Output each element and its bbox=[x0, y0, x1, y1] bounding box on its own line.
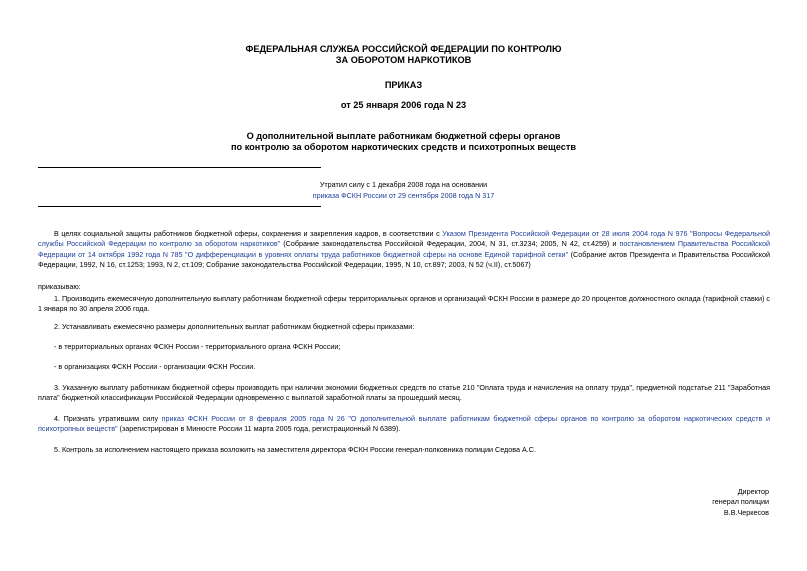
signature-block bbox=[712, 487, 769, 518]
item-4-text-2: (зарегистрирован в Минюсте России 11 марта 2005 года, регистрационный N 6389). bbox=[117, 424, 401, 434]
agency-name bbox=[0, 44, 807, 66]
divider-bottom bbox=[38, 206, 321, 207]
agency-line-1: ФЕДЕРАЛЬНАЯ СЛУЖБА РОССИЙСКОЙ ФЕДЕРАЦИИ ПО КОНТРОЛЮ bbox=[245, 44, 562, 54]
presidential-decree-link[interactable]: Указом Президента Российской Федерации от 28 июля 2004 года N 976 "Вопросы Федеральной службы Российской Федерации по контролю за оборотом наркотиков" bbox=[38, 229, 770, 249]
signature-rank: генерал полиции bbox=[712, 497, 769, 507]
status-note-text: Утратил силу с 1 декабря 2008 года на основании bbox=[319, 180, 488, 189]
item-1: 1. Производить ежемесячную дополнительную выплату работникам бюджетной сферы территориальных органов и организаций ФСКН России в размере до 20 процентов должностного оклада (тарифной ставки) с 1 января по 30 апреля 2006 года. bbox=[38, 294, 770, 314]
doc-type: ПРИКАЗ bbox=[384, 80, 423, 90]
doc-date-number: от 25 января 2006 года N 23 bbox=[340, 100, 467, 110]
preamble-text-3: (Собрание актов Президента и Правительства Российской Федерации, 1992, N 16, ст.1253; 1993, N 2, ст.109; Собрание законодательства Российской Федерации, 1995, N 10, ст.897; 2003, N 52 (ч.II), ст.5067) bbox=[38, 249, 770, 270]
item-4 bbox=[38, 414, 770, 435]
item-4-text-1: 4. Признать утратившим силу bbox=[54, 414, 162, 423]
doc-title-line-1: О дополнительной выплате работникам бюджетной сферы органов bbox=[246, 131, 561, 141]
signature-name: В.В.Черкесов bbox=[723, 507, 769, 517]
repealed-order-link[interactable]: приказ ФСКН России от 8 февраля 2005 года N 26 "О дополнительной выплате работникам бюджетной сферы органов по контролю за оборотом наркотических средств и психотропных веществ" bbox=[38, 414, 770, 434]
item-2a: - в территориальных органах ФСКН России - территориального органа ФСКН России; bbox=[54, 342, 341, 351]
doc-title-line-2: по контролю за оборотом наркотических средств и психотропных веществ bbox=[230, 142, 576, 152]
preamble-text-2: (Собрание законодательства Российской Федерации, 2004, N 31, ст.3234; 2005, N 42, ст.4259) и bbox=[280, 239, 620, 249]
item-5: 5. Контроль за исполнением настоящего приказа возложить на заместителя директора ФСКН России генерал-полковника полиции Седова А.С. bbox=[54, 445, 536, 454]
agency-line-2: ЗА ОБОРОТОМ НАРКОТИКОВ bbox=[335, 55, 472, 65]
government-resolution-link[interactable]: постановлением Правительства Российской Федерации от 14 октября 1992 года N 785 "О дифференциации в уровнях оплаты труда работников бюджетной сферы на основе Единой тарифной сетки" bbox=[38, 239, 770, 259]
item-3: 3. Указанную выплату работникам бюджетной сферы производить при наличии экономии бюджетных средств по статье 210 "Оплата труда и начисления на оплату труда", предметной подстатье 211 "Заработная плата" бюджетной классификации Российской Федерации одновременно с выплатой заработной платы за прошедший месяц. bbox=[38, 383, 770, 403]
status-note-link[interactable]: приказа ФСКН России от 29 сентября 2008 года N 317 bbox=[312, 191, 495, 200]
item-2b: - в организациях ФСКН России - организации ФСКН России. bbox=[54, 362, 256, 371]
signature-position: Директор bbox=[737, 487, 769, 496]
doc-title bbox=[0, 131, 807, 153]
preamble-paragraph bbox=[38, 229, 770, 271]
item-2: 2. Устанавливать ежемесячно размеры дополнительных выплат работникам бюджетной сферы приказами: bbox=[54, 322, 415, 331]
divider-top bbox=[38, 167, 321, 168]
order-word: приказываю: bbox=[38, 282, 81, 291]
preamble-text-1: В целях социальной защиты работников бюджетной сферы, сохранения и закрепления кадров, в соответствии с bbox=[54, 229, 443, 238]
status-note bbox=[0, 179, 807, 201]
